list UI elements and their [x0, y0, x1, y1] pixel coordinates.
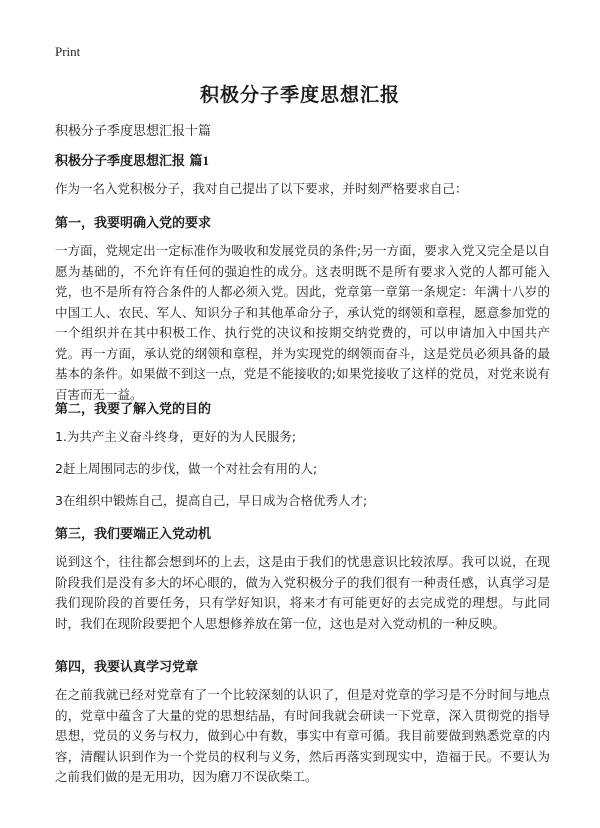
section-heading-4: 第四，我要认真学习党章 [55, 660, 199, 675]
section-heading-1: 第一，我要明确入党的要求 [55, 216, 212, 231]
intro-paragraph: 作为一名入党积极分子，我对自己提出了以下要求，并时刻严格要求自己： [55, 181, 468, 196]
article-title-text: 积极分子季度思想汇报 [55, 154, 190, 169]
document-title: 积极分子季度思想汇报 [199, 84, 400, 106]
section-4-paragraph: 在之前我就已经对党章有了一个比较深刻的认识了，但是对党章的学习是不分时间与地点的，党章中蕴含了大量的党的思想结晶，有时间我就会研读一下党章，深入贯彻党的指导思想，党员的义务与权力，做到心中有数，事实中有章可循。我目前要做到熟悉党章的内容，清醒认识到作为一个党员的权利与义务，然后再落实到现实中，造福于民。不要认为之前我们做的是无用功，因为磨刀不误砍柴工。 [55, 687, 550, 784]
section-2-item-1: 1.为共产主义奋斗终身，更好的为人民服务; [55, 429, 297, 444]
section-heading-2: 第二，我要了解入党的目的 [55, 402, 212, 417]
section-2-item-3: 3在组织中锻炼自己，提高自己，早日成为合格优秀人才; [55, 493, 368, 508]
article-part-label: 篇1 [189, 153, 210, 168]
section-3-paragraph: 说到这个，往往都会想到坏的上去，这是由于我们的忧患意识比较浓厚。我可以说，在现阶段我们是没有多大的坏心眼的，做为入党积极分子的我们很有一种责任感，认真学习是我们现阶段的首要任务，只有学好知识，将来才有可能更好的去完成党的理想。与此同时，我们在现阶段要把个人思想修养放在第一位，这也是对入党动机的一种反映。 [55, 554, 550, 631]
section-2-item-2: 2赶上周围同志的步伐，做一个对社会有用的人; [55, 461, 318, 476]
section-1-paragraph: 一方面，党规定出一定标准作为吸收和发展党员的条件;另一方面，要求入党又完全是以自愿为基础的，不允许有任何的强迫性的成分。这表明既不是所有要求入党的人都可能入党，也不是所有符合条件的人都必须入党。因此，党章第一章第一条规定：年满十八岁的中国工人、农民、军人、知识分子和其他革命分子，承认党的纲领和章程，愿意参加党的一个组织并在其中积极工作、执行党的决议和按期交纳党费的，可以申请加入中国共产党。再一方面，承认党的纲领和章程，并为实现党的纲领而奋斗，这是党员必须具备的最基本的条件。如果做不到这一点，党是不能接收的;如果党接收了这样的党员，对党来说有百害而无一益。 [55, 243, 550, 402]
print-link[interactable]: Print [55, 44, 81, 59]
document-subtitle: 积极分子季度思想汇报十篇 [55, 124, 212, 139]
article-title [55, 150, 209, 169]
section-heading-3: 第三，我们要端正入党动机 [55, 527, 212, 542]
